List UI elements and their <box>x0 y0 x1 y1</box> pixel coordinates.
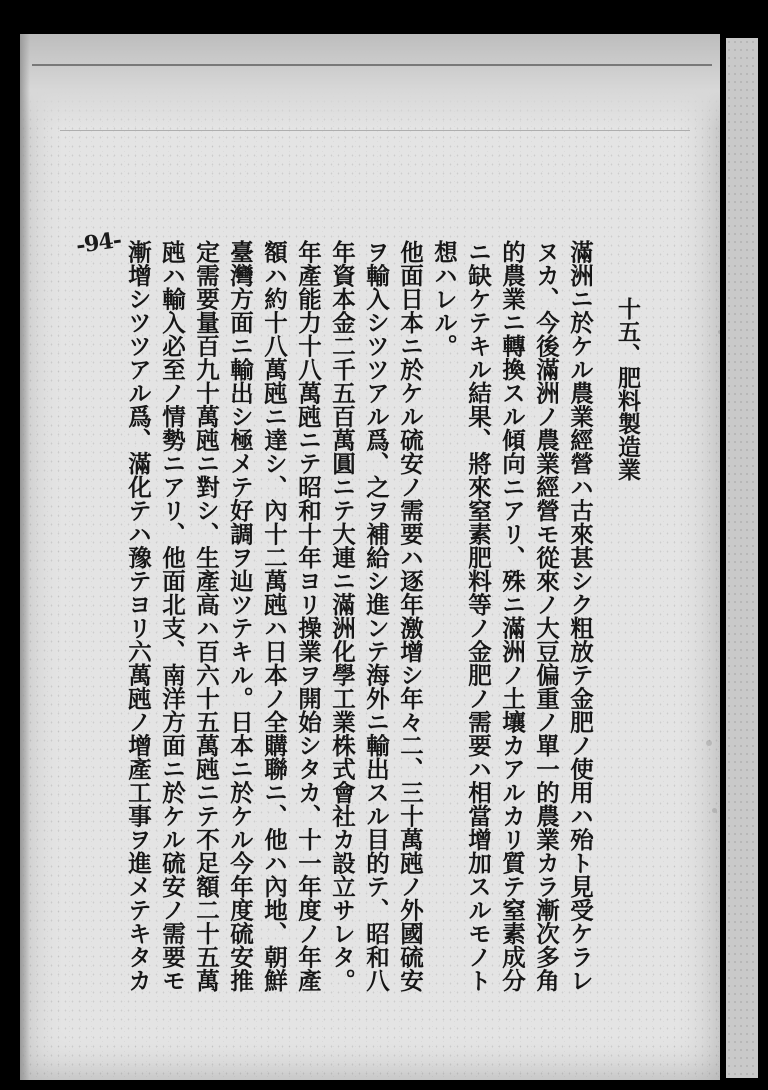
text-line: ニ缺ケテキル結果、將來窒素肥料等ノ金肥ノ需要ハ相當增加スルモノト <box>464 240 492 992</box>
adjacent-page-strip <box>726 38 758 1078</box>
text-line: 額ハ約十八萬瓲ニ達シ、內十二萬瓲ハ日本ノ全購聯ニ、他ハ內地、朝鮮 <box>260 240 288 992</box>
text-line: 年資本金二千五百萬圓ニテ大連ニ滿洲化學工業株式會社カ設立サレタ。 <box>328 240 356 992</box>
page-top-band <box>20 34 720 129</box>
page-number: -94- <box>74 227 123 259</box>
section-heading: 十五、肥料製造業 <box>614 297 641 481</box>
text-line: 臺灣方面ニ輸出シ極メテ好調ヲ辿ツテキル。日本ニ於ケル今年度硫安推 <box>226 240 254 992</box>
text-line: 漸增シツツアル爲、滿化テハ豫テヨリ六萬瓲ノ增產工事ヲ進メテキタカ <box>124 240 152 992</box>
ink-speck <box>712 808 717 813</box>
page-left-edge <box>20 34 30 1080</box>
text-line: ヌカ、今後滿洲ノ農業經營モ從來ノ大豆偏重ノ單一的農業カラ漸次多角 <box>532 240 560 992</box>
top-rule <box>32 64 712 66</box>
ink-speck <box>706 740 712 746</box>
text-line: 滿洲ニ於ケル農業經營ハ古來甚シク粗放テ金肥ノ使用ハ殆ト見受ケラレ <box>566 240 594 992</box>
secondary-rule <box>60 130 690 131</box>
ink-speck <box>718 330 722 334</box>
text-line: 年產能力十八萬瓲ニテ昭和十年ヨリ操業ヲ開始シタカ、十一年度ノ年產 <box>294 240 322 992</box>
text-line: 他面日本ニ於ケル硫安ノ需要ハ逐年激增シ年々二、三十萬瓲ノ外國硫安 <box>396 240 424 992</box>
text-line: 定需要量百九十萬瓲ニ對シ、生產高ハ百六十五萬瓲ニテ不足額二十五萬 <box>192 240 220 992</box>
text-line: 想ハレル。 <box>430 240 458 358</box>
text-line: 的農業ニ轉換スル傾向ニアリ、殊ニ滿洲ノ土壤カアルカリ質テ窒素成分 <box>498 240 526 992</box>
text-line: 瓲ハ輸入必至ノ情勢ニアリ、他面北支、南洋方面ニ於ケル硫安ノ需要モ <box>158 240 186 992</box>
text-line: ヲ輸入シツツアル爲、之ヲ補給シ進ンテ海外ニ輸出スル目的テ、昭和八 <box>362 240 390 992</box>
